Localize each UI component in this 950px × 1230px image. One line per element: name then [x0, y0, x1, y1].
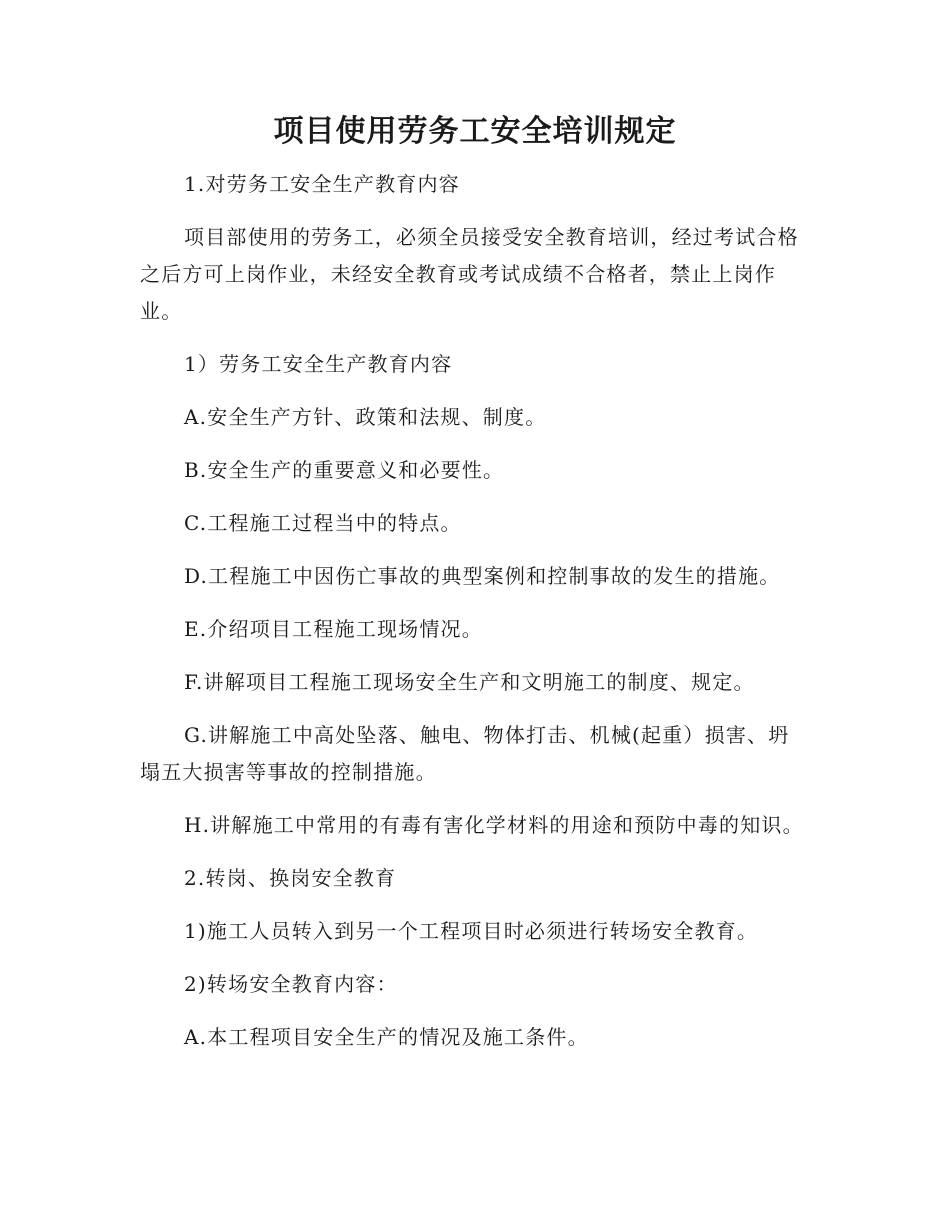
list-item: D.工程施工中因伤亡事故的典型案例和控制事故的发生的措施。 [184, 564, 781, 588]
section-heading: 1.对劳务工安全生产教育内容 [184, 172, 460, 196]
document-body [140, 166, 805, 1056]
list-item: F.讲解项目工程施工现场安全生产和文明施工的制度、规定。 [184, 670, 755, 694]
list-item: E.介绍项目工程施工现场情况。 [184, 617, 483, 641]
body-paragraph: 项目部使用的劳务工，必须全员接受安全教育培训，经过考试合格之后方可上岗作业，未经安全教育或考试成绩不合格者，禁止上岗作业。 [140, 225, 799, 323]
subsection-heading: 1）劳务工安全生产教育内容 [184, 352, 453, 376]
list-item: 1)施工人员转入到另一个工程项目时必须进行转场安全教育。 [184, 919, 759, 943]
list-item: C.工程施工过程当中的特点。 [184, 511, 462, 535]
list-item: B.安全生产的重要意义和必要性。 [184, 458, 505, 482]
list-item: A.安全生产方针、政策和法规、制度。 [184, 405, 547, 429]
section-heading: 2.转岗、换岗安全教育 [184, 866, 397, 890]
list-item: H.讲解施工中常用的有毒有害化学材料的用途和预防中毒的知识。 [184, 813, 804, 837]
list-item: 2)转场安全教育内容： [184, 972, 398, 996]
list-item: A.本工程项目安全生产的情况及施工条件。 [184, 1025, 589, 1049]
document-title: 项目使用劳务工安全培训规定 [273, 114, 677, 149]
list-item: G.讲解施工中高处坠落、触电、物体打击、机械(起重）损害、坍塌五大损害等事故的控制措施。 [140, 723, 790, 784]
